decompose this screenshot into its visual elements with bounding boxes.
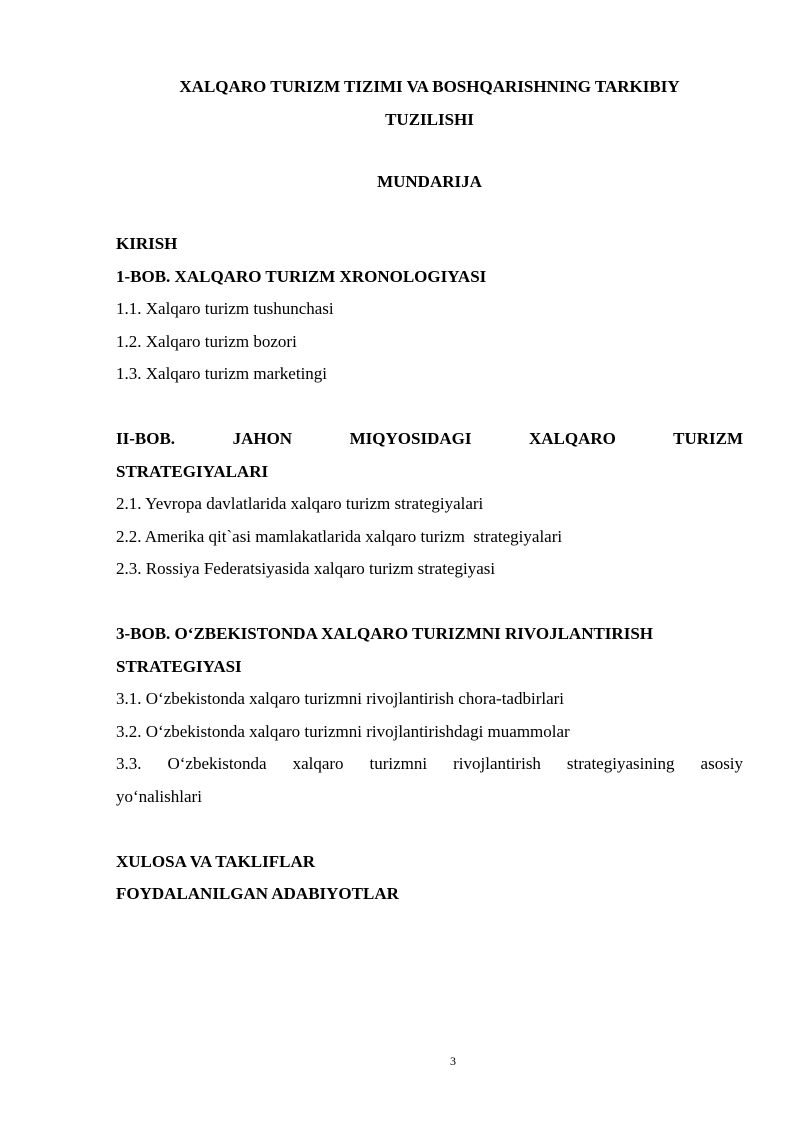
toc-item-1-2: 1.2. Xalqaro turizm bozori <box>116 331 297 351</box>
toc-item-2-1: 2.1. Yevropa davlatlarida xalqaro turizm strategiyalari <box>116 494 484 514</box>
document-title-line-2: TUZILISHI <box>385 110 474 129</box>
section-spacer <box>116 586 743 618</box>
toc-item-2-2: 2.2. Amerika qit`asi mamlakatlarida xalqaro turizm strategiyalari <box>116 526 563 546</box>
toc-intro: KIRISH <box>116 234 178 253</box>
item-word: asosiy <box>700 754 744 774</box>
toc-chapter-3-heading-line-2: STRATEGIYASI <box>116 656 242 676</box>
item-word: rivojlantirish <box>453 754 541 774</box>
heading-word: XALQARO <box>529 428 616 448</box>
toc-chapter-2-heading-line-1 <box>116 423 743 456</box>
section-spacer <box>116 391 743 423</box>
page-number: 3 <box>450 1054 456 1068</box>
toc-item-1-3: 1.3. Xalqaro turizm marketingi <box>116 364 328 384</box>
section-spacer <box>116 814 743 846</box>
toc-conclusion: XULOSA VA TAKLIFLAR <box>116 851 316 871</box>
toc-item-3-3-line-1 <box>116 748 743 781</box>
heading-word: TURIZM <box>673 428 744 448</box>
toc-chapter-1-heading: 1-BOB. XALQARO TURIZM XRONOLOGIYASI <box>116 266 487 286</box>
toc-item-1-1: 1.1. Xalqaro turizm tushunchasi <box>116 299 334 319</box>
toc-chapter-3-heading-line-1: 3-BOB. O‘ZBEKISTONDA XALQARO TURIZMNI RIVOJLANTIRISH <box>116 623 653 643</box>
item-word: turizmni <box>369 754 428 774</box>
toc-item-3-1: 3.1. O‘zbekistonda xalqaro turizmni rivojlantirish chora-tadbirlari <box>116 689 565 709</box>
heading-word: JAHON <box>232 428 293 448</box>
contents-heading: MUNDARIJA <box>377 172 482 191</box>
item-word: xalqaro <box>292 754 344 774</box>
heading-word: II-BOB. <box>116 428 176 448</box>
table-of-contents <box>116 228 743 911</box>
document-page <box>116 70 743 911</box>
toc-item-3-2: 3.2. O‘zbekistonda xalqaro turizmni rivojlantirishdagi muammolar <box>116 721 570 741</box>
toc-item-2-3: 2.3. Rossiya Federatsiyasida xalqaro turizm strategiyasi <box>116 559 496 579</box>
toc-item-3-3-line-2: yo‘nalishlari <box>116 786 202 806</box>
toc-references: FOYDALANILGAN ADABIYOTLAR <box>116 884 399 904</box>
document-title-line-1: XALQARO TURIZM TIZIMI VA BOSHQARISHNING TARKIBIY <box>179 77 680 96</box>
item-word: strategiyasining <box>566 754 675 774</box>
toc-chapter-2-heading-line-2: STRATEGIYALARI <box>116 461 269 481</box>
heading-word: MIQYOSIDAGI <box>349 428 472 448</box>
item-word: 3.3. O‘zbekistonda <box>116 754 267 774</box>
